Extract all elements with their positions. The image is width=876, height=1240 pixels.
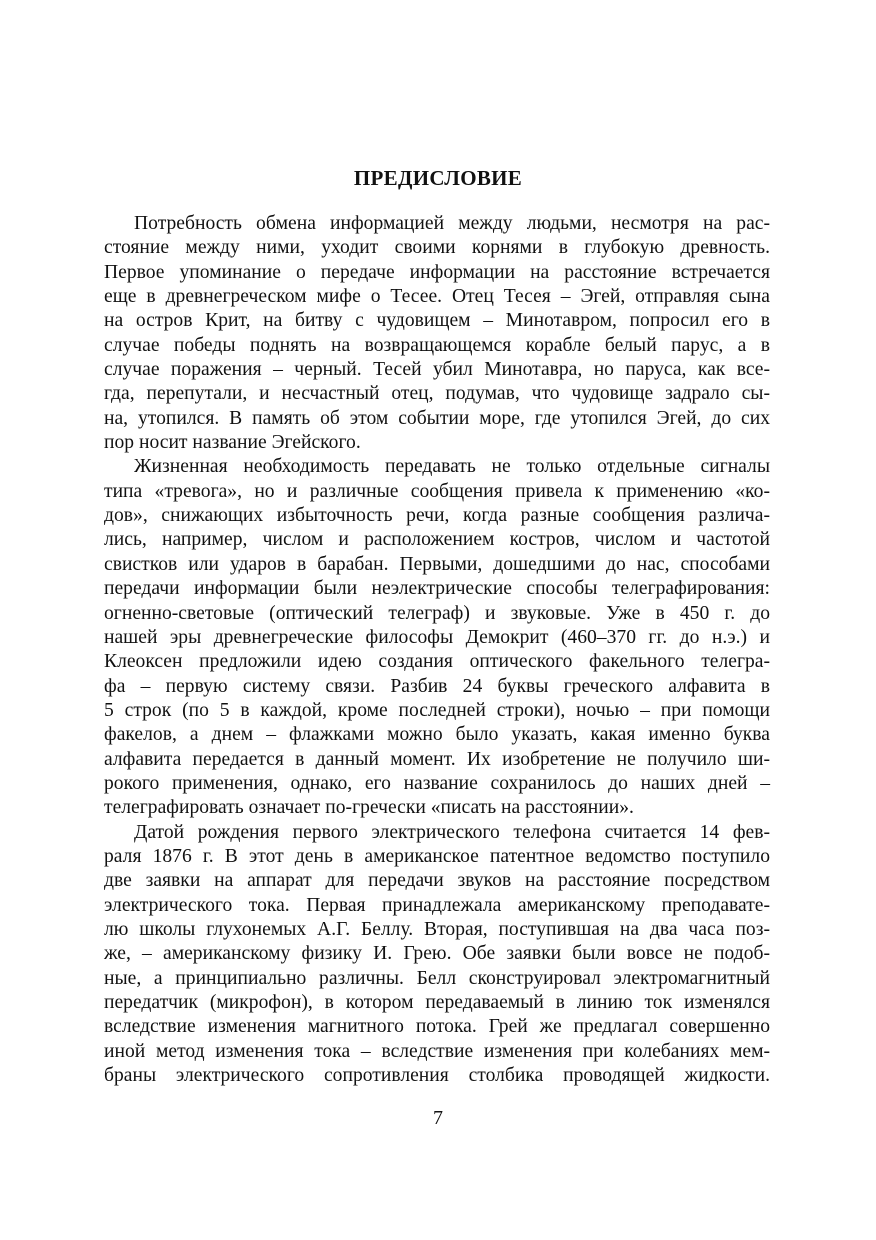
page-number: 7 <box>433 1107 443 1129</box>
text-line: браны электрического сопротивления столбика проводящей жидкости. <box>104 1065 770 1087</box>
text-line: передачи информации были неэлектрические способы телеграфирования: <box>104 578 770 600</box>
text-line: свистков или ударов в барабан. Первыми, дошедшими до нас, способами <box>104 553 770 575</box>
text-line: Клеоксен предложили идею создания оптического факельного телегра- <box>104 651 770 673</box>
paragraph-3 <box>104 821 770 1089</box>
text-line: две заявки на аппарат для передачи звуков на расстояние посредством <box>104 870 770 892</box>
text-line: раля 1876 г. В этот день в американское патентное ведомство поступило <box>104 845 770 867</box>
page-title: ПРЕДИСЛОВИЕ <box>353 166 523 190</box>
body-text <box>104 212 770 1088</box>
text-line: 5 строк (по 5 в каждой, кроме последней строки), ночью – при помощи <box>104 699 770 721</box>
text-line: Потребность обмена информацией между людьми, несмотря на рас- <box>134 213 770 234</box>
paragraph-1 <box>104 212 770 455</box>
text-line: лись, например, числом и расположением костров, числом и частотой <box>104 529 770 551</box>
text-line: случае поражения – черный. Тесей убил Минотавра, но паруса, как все- <box>104 359 770 381</box>
text-line: дов», снижающих избыточность речи, когда разные сообщения различа- <box>104 505 770 527</box>
text-line: типа «тревога», но и различные сообщения привела к применению «ко- <box>104 480 770 502</box>
text-line: случае победы поднять на возвращающемся корабле белый парус, а в <box>104 334 770 356</box>
text-line: пор носит название Эгейского. <box>104 432 361 454</box>
paragraph-2 <box>104 455 770 820</box>
text-line: Первое упоминание о передаче информации на расстояние встречается <box>104 261 770 283</box>
text-line: рокого применения, однако, его название сохранилось до наших дней – <box>104 772 770 794</box>
text-line: иной метод изменения тока – вследствие изменения при колебаниях мем- <box>104 1040 770 1062</box>
text-line: нашей эры древнегреческие философы Демокрит (460–370 гг. до н.э.) и <box>104 626 770 648</box>
text-line: же, – американскому физику И. Грею. Обе заявки были вовсе не подоб- <box>104 943 770 965</box>
text-line: вследствие изменения магнитного потока. Грей же предлагал совершенно <box>104 1016 770 1038</box>
text-line: еще в древнегреческом мифе о Тесее. Отец Тесея – Эгей, отправляя сына <box>104 286 770 308</box>
text-line: телеграфировать означает по-гречески «писать на расстоянии». <box>104 797 634 819</box>
text-line: Жизненная необходимость передавать не только отдельные сигналы <box>134 456 770 478</box>
text-line: огненно-световые (оптический телеграф) и звуковые. Уже в 450 г. до <box>104 602 770 624</box>
text-line: на, утопился. В память об этом событии море, где утопился Эгей, до сих <box>104 407 770 429</box>
text-line: Датой рождения первого электрического телефона считается 14 фев- <box>134 821 770 843</box>
text-line: гда, перепутали, и несчастный отец, подумав, что чудовище задрало сы- <box>104 383 770 405</box>
text-line: лю школы глухонемых А.Г. Беллу. Вторая, поступившая на два часа поз- <box>104 918 770 940</box>
text-line: факелов, а днем – флажками можно было указать, какая именно буква <box>104 724 770 746</box>
text-line: фа – первую систему связи. Разбив 24 буквы греческого алфавита в <box>104 675 770 697</box>
text-line: передатчик (микрофон), в котором передаваемый в линию ток изменялся <box>104 992 770 1013</box>
text-line: стояние между ними, уходит своими корнями в глубокую древность. <box>104 237 770 259</box>
text-line: электрического тока. Первая принадлежала американскому преподавате- <box>104 894 770 916</box>
text-line: ные, а принципиально различны. Белл сконструировал электромагнитный <box>104 967 770 989</box>
text-line: алфавита передается в данный момент. Их изобретение не получило ши- <box>104 748 770 770</box>
text-line: на остров Крит, на битву с чудовищем – Минотавром, попросил его в <box>104 310 770 332</box>
